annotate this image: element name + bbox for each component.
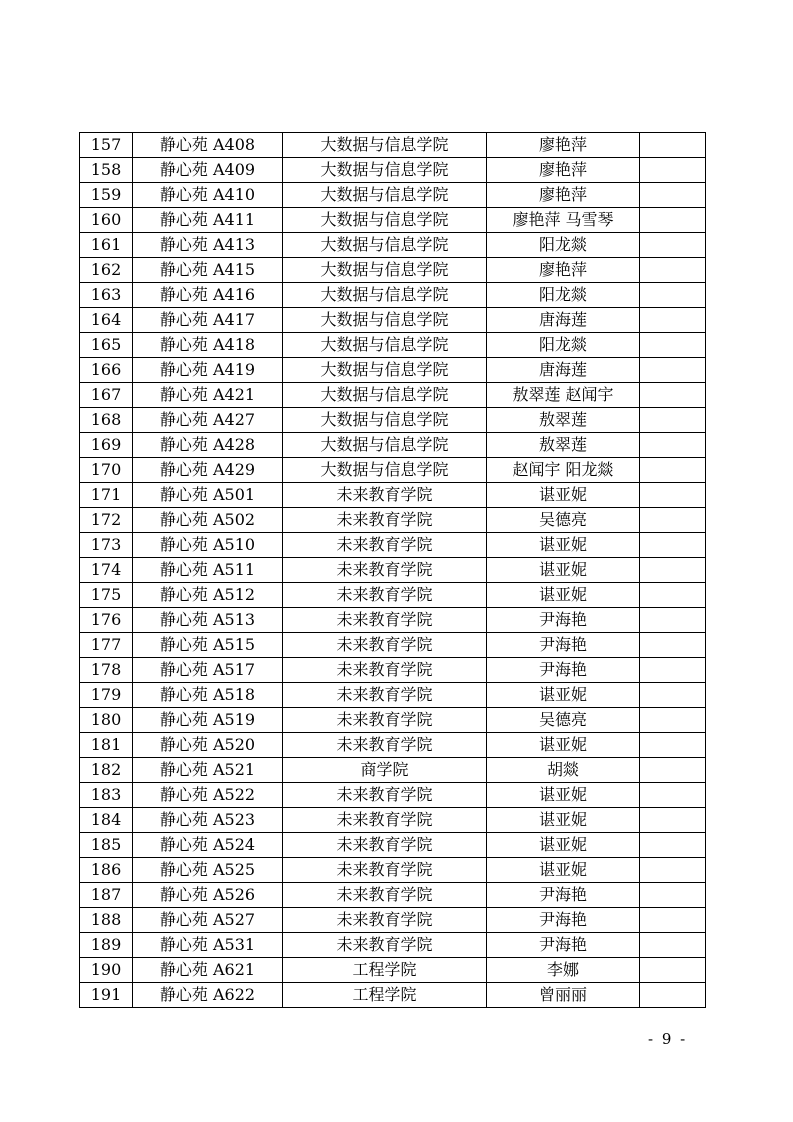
room-cell: 静心苑 A410 <box>133 183 283 208</box>
college-cell: 大数据与信息学院 <box>283 308 487 333</box>
table-row <box>80 383 706 408</box>
person-in-charge-cell: 李娜 <box>487 958 640 983</box>
college-cell: 未来教育学院 <box>283 483 487 508</box>
college-cell: 未来教育学院 <box>283 558 487 583</box>
college-cell: 大数据与信息学院 <box>283 333 487 358</box>
college-cell: 工程学院 <box>283 958 487 983</box>
note-cell <box>640 733 706 758</box>
note-cell <box>640 508 706 533</box>
note-cell <box>640 908 706 933</box>
note-cell <box>640 633 706 658</box>
college-cell: 大数据与信息学院 <box>283 283 487 308</box>
room-cell: 静心苑 A531 <box>133 933 283 958</box>
row-number-cell: 158 <box>80 158 133 183</box>
row-number-cell: 173 <box>80 533 133 558</box>
person-in-charge-cell: 吴德亮 <box>487 708 640 733</box>
row-number-cell: 186 <box>80 858 133 883</box>
person-in-charge-cell: 敖翠莲 赵闻宇 <box>487 383 640 408</box>
room-cell: 静心苑 A417 <box>133 308 283 333</box>
person-in-charge-cell: 谌亚妮 <box>487 583 640 608</box>
table-row <box>80 258 706 283</box>
college-cell: 未来教育学院 <box>283 808 487 833</box>
person-in-charge-cell: 阳龙燚 <box>487 283 640 308</box>
room-cell: 静心苑 A413 <box>133 233 283 258</box>
room-cell: 静心苑 A527 <box>133 908 283 933</box>
note-cell <box>640 333 706 358</box>
person-in-charge-cell: 尹海艳 <box>487 908 640 933</box>
college-cell: 未来教育学院 <box>283 783 487 808</box>
row-number-cell: 189 <box>80 933 133 958</box>
room-cell: 静心苑 A520 <box>133 733 283 758</box>
note-cell <box>640 483 706 508</box>
note-cell <box>640 533 706 558</box>
college-cell: 大数据与信息学院 <box>283 158 487 183</box>
college-cell: 未来教育学院 <box>283 708 487 733</box>
college-cell: 未来教育学院 <box>283 533 487 558</box>
person-in-charge-cell: 廖艳萍 <box>487 158 640 183</box>
college-cell: 大数据与信息学院 <box>283 433 487 458</box>
note-cell <box>640 783 706 808</box>
row-number-cell: 172 <box>80 508 133 533</box>
row-number-cell: 165 <box>80 333 133 358</box>
row-number-cell: 180 <box>80 708 133 733</box>
college-cell: 未来教育学院 <box>283 858 487 883</box>
room-cell: 静心苑 A521 <box>133 758 283 783</box>
table-row <box>80 708 706 733</box>
table-row <box>80 583 706 608</box>
college-cell: 未来教育学院 <box>283 508 487 533</box>
note-cell <box>640 758 706 783</box>
room-cell: 静心苑 A408 <box>133 133 283 158</box>
college-cell: 大数据与信息学院 <box>283 133 487 158</box>
room-cell: 静心苑 A513 <box>133 608 283 633</box>
person-in-charge-cell: 谌亚妮 <box>487 483 640 508</box>
row-number-cell: 188 <box>80 908 133 933</box>
table-row <box>80 233 706 258</box>
college-cell: 大数据与信息学院 <box>283 183 487 208</box>
college-cell: 未来教育学院 <box>283 908 487 933</box>
table-row <box>80 458 706 483</box>
college-cell: 未来教育学院 <box>283 733 487 758</box>
person-in-charge-cell: 唐海莲 <box>487 308 640 333</box>
room-cell: 静心苑 A512 <box>133 583 283 608</box>
college-cell: 未来教育学院 <box>283 633 487 658</box>
room-cell: 静心苑 A416 <box>133 283 283 308</box>
room-cell: 静心苑 A523 <box>133 808 283 833</box>
note-cell <box>640 233 706 258</box>
row-number-cell: 190 <box>80 958 133 983</box>
room-cell: 静心苑 A502 <box>133 508 283 533</box>
row-number-cell: 161 <box>80 233 133 258</box>
row-number-cell: 177 <box>80 633 133 658</box>
room-cell: 静心苑 A421 <box>133 383 283 408</box>
note-cell <box>640 308 706 333</box>
person-in-charge-cell: 谌亚妮 <box>487 533 640 558</box>
person-in-charge-cell: 尹海艳 <box>487 633 640 658</box>
college-cell: 未来教育学院 <box>283 583 487 608</box>
row-number-cell: 178 <box>80 658 133 683</box>
person-in-charge-cell: 谌亚妮 <box>487 808 640 833</box>
college-cell: 大数据与信息学院 <box>283 383 487 408</box>
person-in-charge-cell: 谌亚妮 <box>487 833 640 858</box>
person-in-charge-cell: 廖艳萍 <box>487 133 640 158</box>
college-cell: 未来教育学院 <box>283 658 487 683</box>
table-row <box>80 508 706 533</box>
person-in-charge-cell: 阳龙燚 <box>487 233 640 258</box>
room-cell: 静心苑 A409 <box>133 158 283 183</box>
table-row <box>80 533 706 558</box>
note-cell <box>640 883 706 908</box>
room-cell: 静心苑 A415 <box>133 258 283 283</box>
room-cell: 静心苑 A518 <box>133 683 283 708</box>
room-cell: 静心苑 A419 <box>133 358 283 383</box>
row-number-cell: 175 <box>80 583 133 608</box>
room-cell: 静心苑 A429 <box>133 458 283 483</box>
note-cell <box>640 258 706 283</box>
row-number-cell: 163 <box>80 283 133 308</box>
row-number-cell: 184 <box>80 808 133 833</box>
note-cell <box>640 958 706 983</box>
college-cell: 大数据与信息学院 <box>283 258 487 283</box>
person-in-charge-cell: 敖翠莲 <box>487 408 640 433</box>
table-row <box>80 783 706 808</box>
college-cell: 未来教育学院 <box>283 608 487 633</box>
table-row <box>80 633 706 658</box>
page-number: - 9 - <box>648 1030 688 1048</box>
room-cell: 静心苑 A511 <box>133 558 283 583</box>
row-number-cell: 160 <box>80 208 133 233</box>
row-number-cell: 179 <box>80 683 133 708</box>
table-body <box>80 133 706 1008</box>
college-cell: 商学院 <box>283 758 487 783</box>
person-in-charge-cell: 尹海艳 <box>487 933 640 958</box>
note-cell <box>640 458 706 483</box>
note-cell <box>640 208 706 233</box>
row-number-cell: 174 <box>80 558 133 583</box>
table-row <box>80 858 706 883</box>
college-cell: 未来教育学院 <box>283 833 487 858</box>
table-row <box>80 883 706 908</box>
college-cell: 未来教育学院 <box>283 933 487 958</box>
row-number-cell: 185 <box>80 833 133 858</box>
note-cell <box>640 358 706 383</box>
room-cell: 静心苑 A525 <box>133 858 283 883</box>
college-cell: 大数据与信息学院 <box>283 458 487 483</box>
college-cell: 大数据与信息学院 <box>283 358 487 383</box>
table-row <box>80 958 706 983</box>
person-in-charge-cell: 谌亚妮 <box>487 783 640 808</box>
table-row <box>80 133 706 158</box>
table-row <box>80 183 706 208</box>
note-cell <box>640 808 706 833</box>
note-cell <box>640 158 706 183</box>
table-row <box>80 683 706 708</box>
table-row <box>80 733 706 758</box>
college-cell: 未来教育学院 <box>283 883 487 908</box>
person-in-charge-cell: 尹海艳 <box>487 608 640 633</box>
table-row <box>80 658 706 683</box>
note-cell <box>640 383 706 408</box>
table-row <box>80 283 706 308</box>
person-in-charge-cell: 廖艳萍 <box>487 183 640 208</box>
room-cell: 静心苑 A622 <box>133 983 283 1008</box>
table-row <box>80 833 706 858</box>
table-row <box>80 308 706 333</box>
table-row <box>80 208 706 233</box>
room-cell: 静心苑 A418 <box>133 333 283 358</box>
person-in-charge-cell: 谌亚妮 <box>487 858 640 883</box>
table-row <box>80 908 706 933</box>
table-row <box>80 483 706 508</box>
row-number-cell: 181 <box>80 733 133 758</box>
person-in-charge-cell: 廖艳萍 马雪琴 <box>487 208 640 233</box>
row-number-cell: 164 <box>80 308 133 333</box>
person-in-charge-cell: 吴德亮 <box>487 508 640 533</box>
college-cell: 大数据与信息学院 <box>283 408 487 433</box>
note-cell <box>640 933 706 958</box>
row-number-cell: 162 <box>80 258 133 283</box>
note-cell <box>640 583 706 608</box>
table-row <box>80 983 706 1008</box>
note-cell <box>640 683 706 708</box>
row-number-cell: 168 <box>80 408 133 433</box>
note-cell <box>640 708 706 733</box>
college-cell: 大数据与信息学院 <box>283 208 487 233</box>
table-row <box>80 558 706 583</box>
room-cell: 静心苑 A524 <box>133 833 283 858</box>
row-number-cell: 182 <box>80 758 133 783</box>
row-number-cell: 187 <box>80 883 133 908</box>
note-cell <box>640 283 706 308</box>
note-cell <box>640 858 706 883</box>
note-cell <box>640 558 706 583</box>
room-cell: 静心苑 A517 <box>133 658 283 683</box>
table-row <box>80 608 706 633</box>
room-cell: 静心苑 A621 <box>133 958 283 983</box>
row-number-cell: 169 <box>80 433 133 458</box>
dormitory-assignment-table <box>79 132 706 1008</box>
person-in-charge-cell: 曾丽丽 <box>487 983 640 1008</box>
row-number-cell: 157 <box>80 133 133 158</box>
note-cell <box>640 133 706 158</box>
person-in-charge-cell: 廖艳萍 <box>487 258 640 283</box>
note-cell <box>640 183 706 208</box>
row-number-cell: 171 <box>80 483 133 508</box>
row-number-cell: 170 <box>80 458 133 483</box>
college-cell: 大数据与信息学院 <box>283 233 487 258</box>
table-row <box>80 933 706 958</box>
table-row <box>80 808 706 833</box>
table-row <box>80 408 706 433</box>
room-cell: 静心苑 A522 <box>133 783 283 808</box>
note-cell <box>640 983 706 1008</box>
row-number-cell: 183 <box>80 783 133 808</box>
person-in-charge-cell: 尹海艳 <box>487 883 640 908</box>
table-row <box>80 758 706 783</box>
note-cell <box>640 608 706 633</box>
person-in-charge-cell: 谌亚妮 <box>487 683 640 708</box>
row-number-cell: 166 <box>80 358 133 383</box>
college-cell: 工程学院 <box>283 983 487 1008</box>
person-in-charge-cell: 阳龙燚 <box>487 333 640 358</box>
room-cell: 静心苑 A515 <box>133 633 283 658</box>
person-in-charge-cell: 谌亚妮 <box>487 733 640 758</box>
table-row <box>80 433 706 458</box>
table-row <box>80 358 706 383</box>
note-cell <box>640 408 706 433</box>
row-number-cell: 159 <box>80 183 133 208</box>
room-cell: 静心苑 A428 <box>133 433 283 458</box>
person-in-charge-cell: 赵闻宇 阳龙燚 <box>487 458 640 483</box>
table-row <box>80 158 706 183</box>
room-cell: 静心苑 A501 <box>133 483 283 508</box>
room-cell: 静心苑 A510 <box>133 533 283 558</box>
room-cell: 静心苑 A427 <box>133 408 283 433</box>
room-cell: 静心苑 A411 <box>133 208 283 233</box>
person-in-charge-cell: 敖翠莲 <box>487 433 640 458</box>
note-cell <box>640 833 706 858</box>
college-cell: 未来教育学院 <box>283 683 487 708</box>
room-cell: 静心苑 A526 <box>133 883 283 908</box>
row-number-cell: 167 <box>80 383 133 408</box>
room-cell: 静心苑 A519 <box>133 708 283 733</box>
note-cell <box>640 433 706 458</box>
row-number-cell: 176 <box>80 608 133 633</box>
table-row <box>80 333 706 358</box>
person-in-charge-cell: 胡燚 <box>487 758 640 783</box>
person-in-charge-cell: 尹海艳 <box>487 658 640 683</box>
person-in-charge-cell: 谌亚妮 <box>487 558 640 583</box>
note-cell <box>640 658 706 683</box>
row-number-cell: 191 <box>80 983 133 1008</box>
person-in-charge-cell: 唐海莲 <box>487 358 640 383</box>
